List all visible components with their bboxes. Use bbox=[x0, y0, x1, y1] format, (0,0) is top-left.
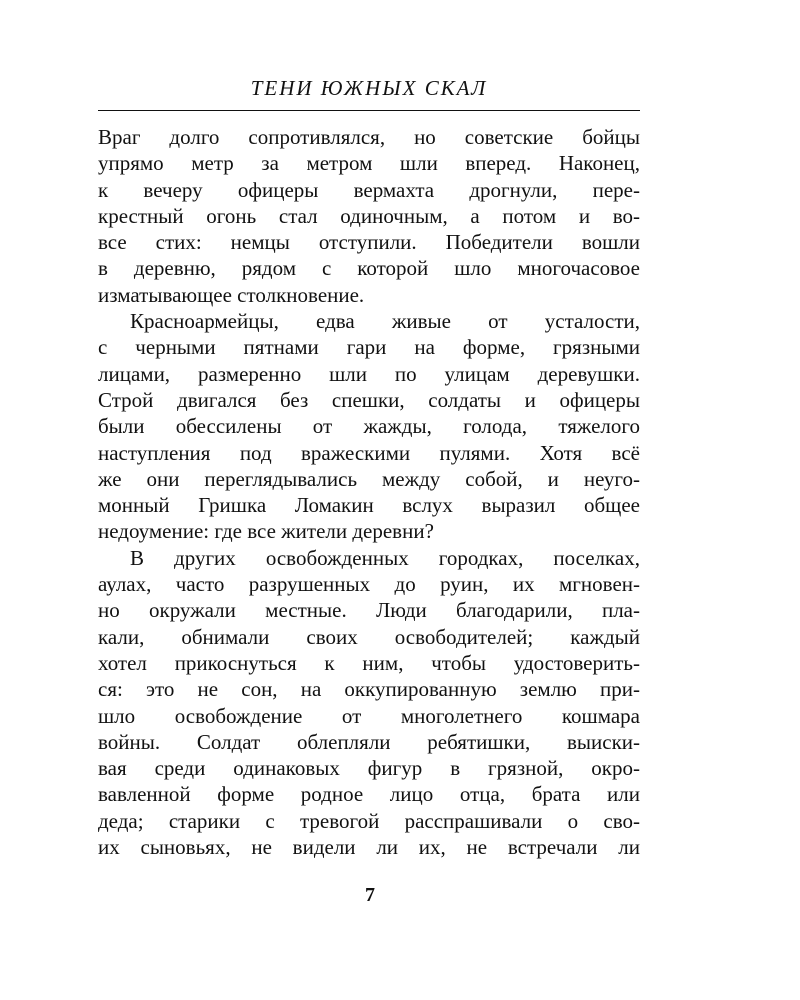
text-line: их сыновьях, не видели ли их, не встречали ли bbox=[98, 835, 640, 860]
text-line: вавленной форме родное лицо отца, брата или bbox=[98, 782, 640, 807]
text-line: Красноармейцы, едва живые от усталости, bbox=[130, 309, 640, 334]
text-line: но окружали местные. Люди благодарили, пла- bbox=[98, 598, 640, 623]
text-line: к вечеру офицеры вермахта дрогнули, пере- bbox=[98, 177, 640, 202]
page-number: 7 bbox=[365, 884, 375, 906]
header-rule bbox=[98, 110, 640, 111]
text-line: ся: это не сон, на оккупированную землю при- bbox=[98, 677, 640, 702]
text-line: изматывающее столкновение. bbox=[98, 282, 365, 307]
text-line: были обессилены от жажды, голода, тяжелого bbox=[98, 414, 640, 439]
text-line: крестный огонь стал одиночным, а потом и во- bbox=[98, 203, 640, 228]
text-line: монный Гришка Ломакин вслух выразил общее bbox=[98, 493, 640, 518]
text-line: Строй двигался без спешки, солдаты и офицеры bbox=[98, 387, 640, 412]
body-text bbox=[98, 124, 640, 860]
text-line: наступления под вражескими пулями. Хотя всё bbox=[98, 440, 640, 465]
text-line: шло освобождение от многолетнего кошмара bbox=[98, 703, 640, 728]
text-line: упрямо метр за метром шли вперед. Наконец, bbox=[98, 151, 640, 176]
text-line: Враг долго сопротивлялся, но советские бойцы bbox=[98, 125, 640, 149]
text-line: В других освобожденных городках, поселках, bbox=[130, 545, 640, 570]
text-line: аулах, часто разрушенных до руин, их мгновен- bbox=[98, 572, 640, 597]
text-line: вая среди одинаковых фигур в грязной, окро- bbox=[98, 756, 640, 781]
text-line: хотел прикоснуться к ним, чтобы удостоверить- bbox=[98, 650, 640, 675]
text-line: недоумение: где все жители деревни? bbox=[98, 519, 434, 544]
text-line: же они переглядывались между собой, и неуго- bbox=[98, 466, 640, 491]
text-line: все стих: немцы отступили. Победители вошли bbox=[98, 230, 640, 255]
text-line: лицами, размеренно шли по улицам деревушки. bbox=[98, 361, 640, 386]
text-line: войны. Солдат облепляли ребятишки, выиски- bbox=[98, 729, 640, 754]
text-line: с черными пятнами гари на форме, грязными bbox=[98, 335, 640, 360]
running-head: ТЕНИ ЮЖНЫХ СКАЛ bbox=[250, 76, 488, 100]
text-line: деда; старики с тревогой расспрашивали о сво- bbox=[98, 808, 640, 833]
text-line: в деревню, рядом с которой шло многочасовое bbox=[98, 256, 640, 281]
text-line: кали, обнимали своих освободителей; каждый bbox=[98, 624, 640, 649]
